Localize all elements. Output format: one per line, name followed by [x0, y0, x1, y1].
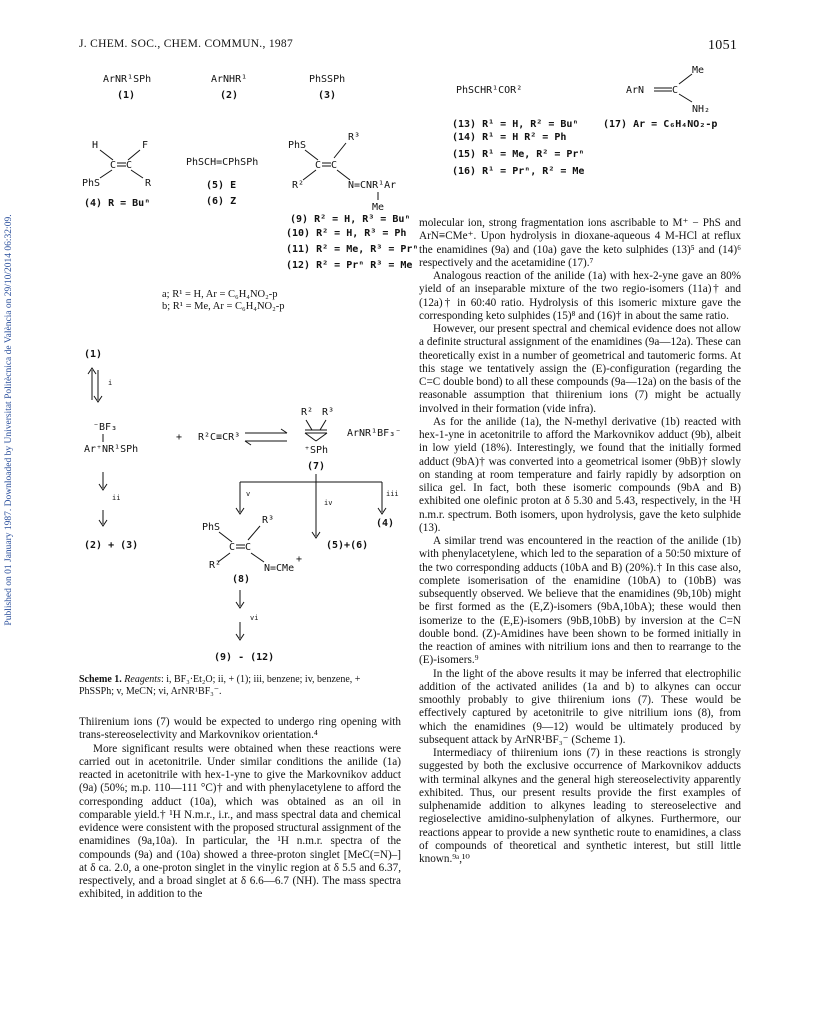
svg-text:C: C — [315, 160, 322, 171]
paragraph: molecular ion, strong fragmentation ions ascribable to M⁺ − PhS and ArN≡CMe⁺. Upon hydrolysis in dioxane-aqueous 4 M-HCl at reflux the enamidines (9a) and (10a) gave the keto sulphides (13)⁵ and (14)⁶ respectively and the acetamidine (17).⁷ — [419, 217, 741, 269]
alkyne: R²C≡CR³ — [198, 432, 241, 443]
right-column — [419, 217, 741, 866]
s4-f: F — [142, 140, 149, 151]
compound-5-label: (5) E — [206, 180, 237, 191]
scheme-caption — [79, 674, 389, 698]
bf3: ⁻BF₃ — [93, 422, 118, 433]
row-16: (16) R¹ = Prⁿ, R² = Me — [452, 166, 585, 177]
i8-plus: + — [296, 554, 303, 565]
i8-r2: R² — [209, 560, 222, 571]
svg-text:C: C — [110, 160, 117, 171]
step-vi: vi — [250, 614, 259, 622]
left-column — [79, 716, 401, 902]
compound-13-formula: PhSCHR¹COR² — [456, 85, 523, 96]
compound-4-label: (4) R = Buⁿ — [84, 198, 151, 209]
compound-17-arn: ArN — [626, 85, 645, 96]
compound-6-label: (6) Z — [206, 196, 237, 207]
svg-text:C: C — [672, 85, 679, 96]
compound-2-number: (2) — [220, 90, 239, 101]
products-9-12: (9) - (12) — [214, 652, 275, 663]
compound-1-formula: ArNR¹SPh — [103, 74, 152, 85]
compound-17-nh2: NH₂ — [692, 104, 711, 115]
ion-r3: R³ — [322, 407, 335, 418]
step-v: v — [246, 490, 251, 498]
paragraph: More significant results were obtained when these reactions were carried out in acetonitrile. Under similar conditions the anilide (1a) reacted in acetonitrile with hex-1-yne to give the Markovnikov adduct (9a) (50%; m.p. 110—111 °C)† and with phenylacetylene to afford the corresponding adduct (10a), which was obtained as an oil in comparable yield.† ¹H N.m.r., i.r., and mass spectral data and chemical evidence were consistent with the proposed structural assignment of the enamidines (9a,10a). In particular, the ¹H n.m.r. spectra of the compounds (9a) and (10a) showed a three-proton singlet [MeC(=N)–] at δ ca. 2.0, a one-proton singlet in the vinylic region at δ 5.5 and 6.37, respectively, and a broad singlet at δ 6.6—6.7 (NH). The mass spectra exhibited, in addition to the — [79, 742, 401, 901]
intermediate-8: (8) — [232, 574, 251, 585]
paragraph: A similar trend was encountered in the reaction of the anilide (1b) with phenylacetylene, which led to the separation of a 50:50 mixture of the two corresponding adducts (10bA and B) (20%).† In this case also, complete isomerisation of the enamidine (10bA) to (10bB) was subsequently observed. We believe that the enamidines (9b,10b) might be first formed as the (E,Z)-isomers (9bA,10bA); these would then isomerize to the (E,E)-isomers (9bB,10bB) by inversion at the C=N double bond. (Z)-Amidines have been shown to be formed initially in the reaction of amines with nitrilium ions and then to rearrange to the (E)-isomers.⁹ — [419, 535, 741, 667]
svg-text:C: C — [229, 542, 236, 553]
download-notice: Published on 01 January 1987. Downloaded by Universitat Politècnica de València on 29/10/2014 06:32:09. — [4, 214, 14, 626]
row-11: (11) R² = Me, R³ = Prⁿ — [286, 244, 419, 255]
s9-r3: R³ — [348, 132, 361, 143]
compound-2-formula: ArNHR¹ — [211, 74, 248, 85]
row-9: (9) R² = H, R³ = Buⁿ — [290, 214, 411, 225]
s4-phs: PhS — [82, 178, 101, 189]
paragraph: Intermediacy of thiirenium ions (7) in these reactions is strongly suggested by both the exclusive occurrence of Markovnikov adducts with terminal alkynes and the general high stereoselectivity apparently exhibited. Thus, our present results provide the first examples of sulphenamide addition to alkynes leading to stereoselective and regioselective amidino-sulphenylation of alkynes. Furthermore, our reactions appear to provide a new synthetic route to enamidines, a class of compounds of theoretical and synthetic interest, but still little known.⁹ᵃ,¹⁰ — [419, 747, 741, 865]
compound-17-me: Me — [692, 65, 705, 76]
ion-sph: ⁺SPh — [304, 445, 329, 456]
caption-label: Scheme 1. — [79, 674, 122, 685]
compound-3-number: (3) — [318, 90, 337, 101]
step-iv: iv — [324, 499, 333, 507]
intermediate-7: (7) — [307, 461, 326, 472]
svg-text:C: C — [126, 160, 133, 171]
scheme-start: (1) — [84, 349, 103, 360]
paragraph: Analogous reaction of the anilide (1a) with hex-2-yne gave an 80% yield of an inseparable mixture of the two regio-isomers (11a)† and (12a)† in 60:40 ratio. Hydrolysis of this isomeric mixture gave the corresponding keto sulphides (15)⁸ and (16)† in about the same ratio. — [419, 270, 741, 322]
scheme-plus: + — [176, 432, 183, 443]
row-14: (14) R¹ = H R² = Ph — [452, 132, 567, 143]
paragraph: However, our present spectral and chemical evidence does not allow a definite structural assignment of the enamidines (9a—12a). These can theoretically exist in a number of geometrical and tautomeric forms. At this stage we tentatively assign the (E)-configuration (regarding the C=C double bond) to all these compounds (9a—12a) on the basis of the reasonable assumption that thiirenium ions (7) might be actually involved in their formation (vide infra). — [419, 323, 741, 415]
s4-h: H — [92, 140, 99, 151]
compound-1-number: (1) — [117, 90, 136, 101]
row-10: (10) R² = H, R³ = Ph — [286, 228, 407, 239]
products-2-3: (2) + (3) — [84, 540, 139, 551]
definition-b: b; R¹ = Me, Ar = C₆H₄NO₂-p — [162, 301, 285, 312]
row-13: (13) R¹ = H, R² = Buⁿ — [452, 119, 579, 130]
s4-r: R — [145, 178, 152, 189]
compound-3-formula: PhSSPh — [309, 74, 346, 85]
i8-r3: R³ — [262, 515, 275, 526]
row-17: (17) Ar = C₆H₄NO₂-p — [603, 119, 718, 130]
ion-r2: R² — [301, 407, 314, 418]
step-i: i — [108, 379, 113, 387]
i8-phs: PhS — [202, 522, 221, 533]
row-12: (12) R² = Prⁿ R³ = Me — [286, 260, 413, 271]
caption-text: : i, BF₃·Et₂O; ii, + (1); iii, benzene; iv, benzene, + PhSSPh; v, MeCN; vi, ArNR¹BF₃⁻. — [79, 674, 361, 697]
product-4: (4) — [376, 518, 395, 529]
ion-counterion: ArNR¹BF₃⁻ — [347, 428, 402, 439]
ar-n-sph: Ar⁺NR¹SPh — [84, 444, 139, 455]
definition-a: a; R¹ = H, Ar = C₆H₄NO₂-p — [162, 289, 278, 300]
svg-text:C: C — [331, 160, 338, 171]
s9-r2: R² — [292, 180, 305, 191]
svg-text:C: C — [245, 542, 252, 553]
i8-n: N=CMe — [264, 563, 295, 574]
caption-reagents-label: Reagents — [124, 674, 161, 685]
step-iii: iii — [386, 490, 399, 498]
products-5-6: (5)+(6) — [326, 540, 369, 551]
s9-phs: PhS — [288, 140, 307, 151]
paragraph: Thiirenium ions (7) would be expected to undergo ring opening with trans-stereoselectivity and Markovnikov orientation.⁴ — [79, 716, 401, 742]
running-header: J. CHEM. SOC., CHEM. COMMUN., 1987 — [79, 38, 294, 50]
s9-me: Me — [372, 202, 385, 213]
compound-5-6-formula: PhSCH=CPhSPh — [186, 157, 259, 168]
page-number: 1051 — [708, 38, 738, 53]
paragraph: In the light of the above results it may be inferred that electrophilic addition of the activated anilides (1a and b) to alkynes can occur smoothly probably to give thiirenium ions (7). These would be effectively captured by acetonitrile to give nitrilium ions (8), from which the enamidines (9—12) would be ultimately produced by subsequent attack by ArNR¹BF₃⁻ (Scheme 1). — [419, 667, 741, 746]
s9-n: N=CNR¹Ar — [348, 180, 397, 191]
row-15: (15) R¹ = Me, R² = Prⁿ — [452, 149, 585, 160]
step-ii: ii — [112, 494, 121, 502]
paragraph: As for the anilide (1a), the N-methyl derivative (1b) reacted with hex-1-yne in acetonitrile to afford the Markovnikov adduct (9b), albeit in low yield (18%). Interestingly, we found that the initially formed adduct (9bA)† was converted into a geometrical isomer (9bB)† slowly on standing at room temperature and fairly rapidly by adsorption on silica gel. In fact, both these isomeric compounds (9bA and B) exhibited one olefinic proton at δ 5.30 and 5.43, respectively, in the ¹H n.m.r. spectrum. Both isomers, upon hydrolysis, gave the keto sulphide (13). — [419, 415, 741, 534]
